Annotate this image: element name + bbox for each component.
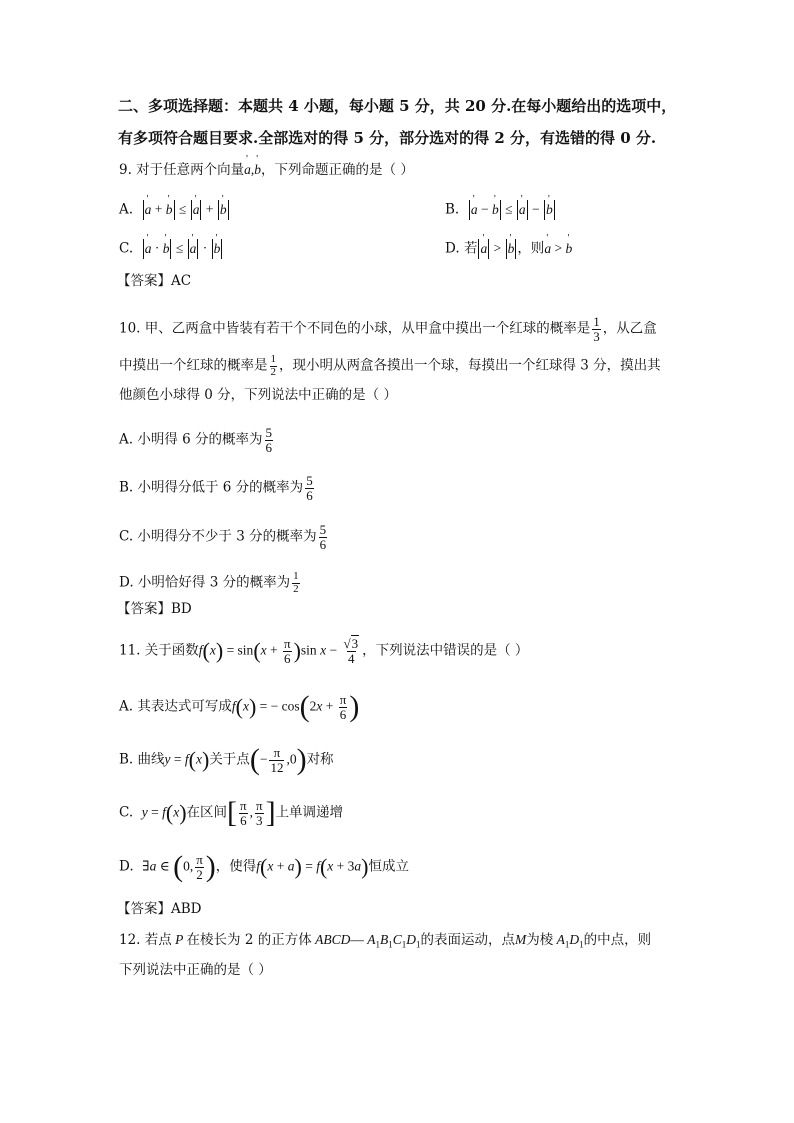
q10-option-d: D. 小明恰好得 3 分的概率为 $\frac{1}{2}$ [119, 570, 299, 595]
q10-answer: 【答案】BD [117, 601, 192, 617]
q11-option-d: D. ∃a ∈ (0, $\frac{\pi}{2}$ )，使得f(x + a) = f(x + 3a)恒成立 [119, 850, 409, 883]
q12-stem-line1: 12. 若点 P 在棱长为 2 的正方体 ABCD— $A_1B_1C_1D_1$的表面运动，点M为棱 $A_1D_1$的中点，则 [119, 932, 652, 950]
q10-stem-line3: 他颜色小球得 0 分，下列说法中正确的是（ ） [119, 387, 397, 403]
q9-option-b: B. ' a − ' b ≤ ' a − ' b [445, 200, 556, 220]
q10-option-a: A. 小明得 6 分的概率为 $\frac{5}{6}$ [119, 425, 273, 455]
q11-option-c: C. y = f(x)在区间[ $\frac{\pi}{6}$ , $\frac{\pi}{3}$ ]上单调递增 [119, 796, 344, 829]
q10-stem-line1: 10. 甲、乙两盒中皆装有若干个不同色的小球，从甲盒中摸出一个红球的概率是 $\frac{1}{3}$ ，从乙盒 [119, 314, 657, 344]
q11-option-b: B. 曲线y = f(x)关于点(− $\frac{\pi}{12}$ ,0)对称 [119, 743, 334, 776]
q12-stem-line2: 下列说法中正确的是（ ） [119, 962, 272, 978]
q9-option-d: D. 若' a > ' b ，则' a > ' b [445, 239, 572, 259]
section-heading-line2: 有多项符合题目要求.全部选对的得 5 分，部分选对的得 2 分，有选错的得 0 分. [118, 129, 657, 147]
q9-answer: 【答案】AC [117, 273, 192, 289]
section-heading-line1: 二、多项选择题：本题共 4 小题，每小题 5 分，共 20 分.在每小题给出的选项中， [118, 97, 677, 115]
q11-option-a: A. 其表达式可写成f(x) = − cos(2x + $\frac{\pi}{6}$ ) [119, 690, 360, 723]
q9-option-c: C. ' a · ' b ≤ ' a · ' b [119, 239, 223, 259]
q10-stem-line2: 中摸出一个红球的概率是 $\frac{1}{2}$ ，现小明从两盒各摸出一个球，每摸出一个红球得 3 分，摸出其 [119, 353, 661, 378]
q9-stem: 9. 对于任意两个向量' a,' b，下列命题正确的是（ ） [119, 163, 414, 178]
q11-stem: 11. 关于函数f(x) = sin(x + $\frac{\pi}{6}$ )sin x − $\frac{√3}{4}$ ，下列说法中错误的是（ ） [119, 636, 529, 666]
q10-option-b: B. 小明得分低于 6 分的概率为 $\frac{5}{6}$ [119, 473, 313, 503]
q11-answer: 【答案】ABD [117, 901, 202, 917]
q10-option-c: C. 小明得分不少于 3 分的概率为 $\frac{5}{6}$ [119, 522, 327, 552]
q9-option-a: A. ' a + ' b ≤ ' a + ' b [119, 200, 230, 220]
